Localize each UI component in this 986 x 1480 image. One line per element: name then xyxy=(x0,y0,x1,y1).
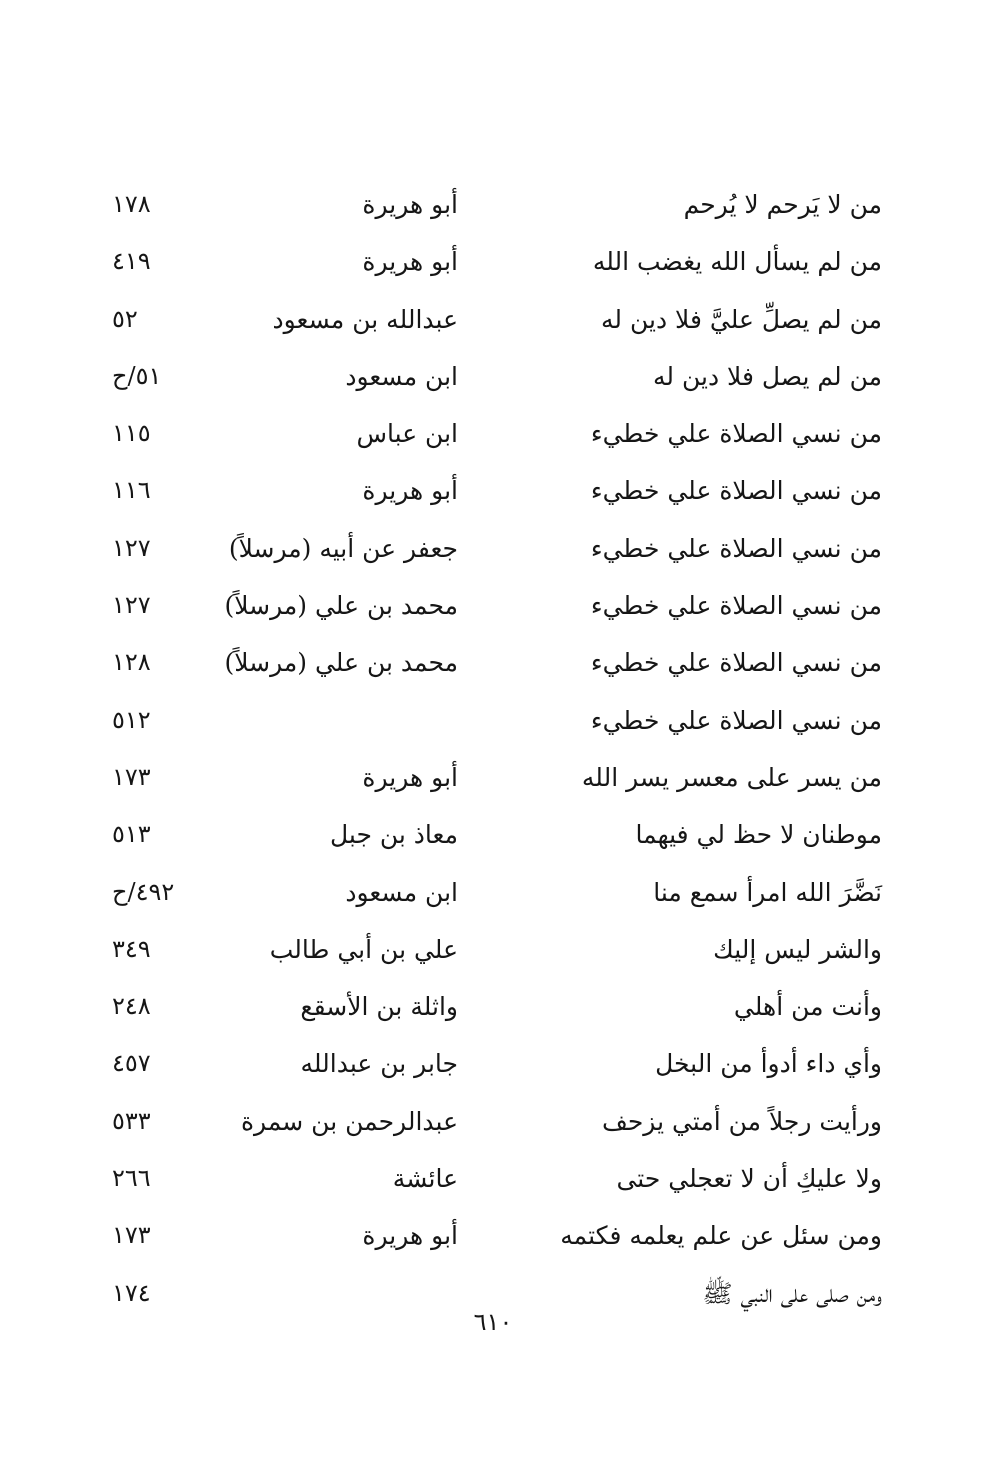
index-entry xyxy=(0,348,986,405)
index-entry xyxy=(0,692,986,749)
hadith-text: من لا يَرحم لا يُرحم xyxy=(683,190,882,219)
hadith-index-list xyxy=(0,176,986,1322)
hadith-text: ورأيت رجلاً من أمتي يزحف xyxy=(601,1106,882,1136)
page-reference: ١٧٤ xyxy=(112,1278,151,1307)
page-reference: ٥١٢ xyxy=(112,705,151,734)
narrator: عبدالرحمن بن سمرة xyxy=(240,1106,458,1136)
hadith-text: من نسي الصلاة علي خطيء xyxy=(590,419,882,449)
hadith-text: من لم يصلِّ عليَّ فلا دين له xyxy=(601,304,882,334)
index-entry xyxy=(0,1207,986,1264)
hadith-text: ومن سئل عن علم يعلمه فكتمه xyxy=(560,1221,882,1251)
page-reference: ٤٥٧ xyxy=(112,1049,151,1078)
page-reference: ١٢٧ xyxy=(112,533,151,562)
narrator: ابن عباس xyxy=(356,419,458,449)
page-reference: ٣٤٩ xyxy=(112,934,151,963)
page-reference: ٢٤٨ xyxy=(112,992,151,1021)
hadith-text: من لم يصل فلا دين له xyxy=(653,361,882,391)
index-entry xyxy=(0,806,986,863)
page-reference: ٥٣٣ xyxy=(112,1106,151,1135)
page-reference: ٤١٩ xyxy=(112,247,151,276)
narrator: محمد بن علي (مرسلاً) xyxy=(224,591,458,621)
hadith-text: من يسر على معسر يسر الله xyxy=(581,762,882,792)
narrator: محمد بن علي (مرسلاً) xyxy=(224,648,458,678)
narrator: أبو هريرة xyxy=(362,476,458,506)
page-reference: ١١٥ xyxy=(112,419,151,448)
index-entry xyxy=(0,462,986,519)
page-reference: ١٢٨ xyxy=(112,648,151,677)
index-entry xyxy=(0,634,986,691)
page-reference: ٥١/ح xyxy=(112,361,162,390)
narrator: معاذ بن جبل xyxy=(329,820,458,850)
hadith-text: والشر ليس إليك xyxy=(713,934,882,964)
narrator: جعفر عن أبيه (مرسلاً) xyxy=(228,533,458,563)
index-entry xyxy=(0,233,986,290)
hadith-text: ومن صلى على النبي ﷺ xyxy=(702,1278,882,1308)
page-reference: ٢٦٦ xyxy=(112,1164,151,1193)
hadith-text: من نسي الصلاة علي خطيء xyxy=(590,648,882,678)
page-reference: ١٧٣ xyxy=(112,1221,151,1250)
index-entry xyxy=(0,1035,986,1092)
index-entry xyxy=(0,405,986,462)
hadith-text: وأنت من أهلي xyxy=(733,992,882,1022)
hadith-text: من نسي الصلاة علي خطيء xyxy=(590,476,882,506)
narrator: عبدالله بن مسعود xyxy=(272,304,458,334)
narrator: أبو هريرة xyxy=(362,762,458,792)
narrator: أبو هريرة xyxy=(362,1221,458,1251)
index-entry xyxy=(0,291,986,348)
page-reference: ١٢٧ xyxy=(112,591,151,620)
narrator: جابر بن عبدالله xyxy=(300,1049,458,1079)
index-entry xyxy=(0,577,986,634)
page-reference: ٤٩٢/ح xyxy=(112,877,175,906)
index-entry xyxy=(0,864,986,921)
hadith-text: من نسي الصلاة علي خطيء xyxy=(590,705,882,735)
narrator: أبو هريرة xyxy=(362,190,458,219)
page-reference: ١٧٨ xyxy=(112,190,151,218)
index-entry xyxy=(0,921,986,978)
hadith-text: من لم يسأل الله يغضب الله xyxy=(592,247,882,277)
narrator: أبو هريرة xyxy=(362,247,458,277)
index-entry xyxy=(0,978,986,1035)
hadith-text: وأي داء أدوأ من البخل xyxy=(655,1049,882,1079)
page-reference: ١١٦ xyxy=(112,476,151,505)
index-entry xyxy=(0,520,986,577)
hadith-text: من نسي الصلاة علي خطيء xyxy=(590,533,882,563)
narrator: ابن مسعود xyxy=(345,877,458,907)
index-entry xyxy=(0,176,986,233)
hadith-text: ولا عليكِ أن لا تعجلي حتى xyxy=(616,1164,882,1194)
page-reference: ١٧٣ xyxy=(112,762,151,791)
page-reference: ٥٢ xyxy=(112,304,138,333)
index-entry xyxy=(0,1093,986,1150)
narrator: ابن مسعود xyxy=(345,361,458,391)
page-reference: ٥١٣ xyxy=(112,820,151,849)
page-number: ٦١٠ xyxy=(473,1308,513,1336)
hadith-text: موطنان لا حظ لي فيهما xyxy=(635,820,882,850)
narrator: علي بن أبي طالب xyxy=(269,934,458,964)
narrator: واثلة بن الأسقع xyxy=(300,992,458,1022)
hadith-text: من نسي الصلاة علي خطيء xyxy=(590,591,882,621)
hadith-text: نَضَّرَ الله امرأ سمع منا xyxy=(653,877,882,907)
index-entry xyxy=(0,1150,986,1207)
narrator: عائشة xyxy=(392,1164,458,1194)
index-entry xyxy=(0,749,986,806)
